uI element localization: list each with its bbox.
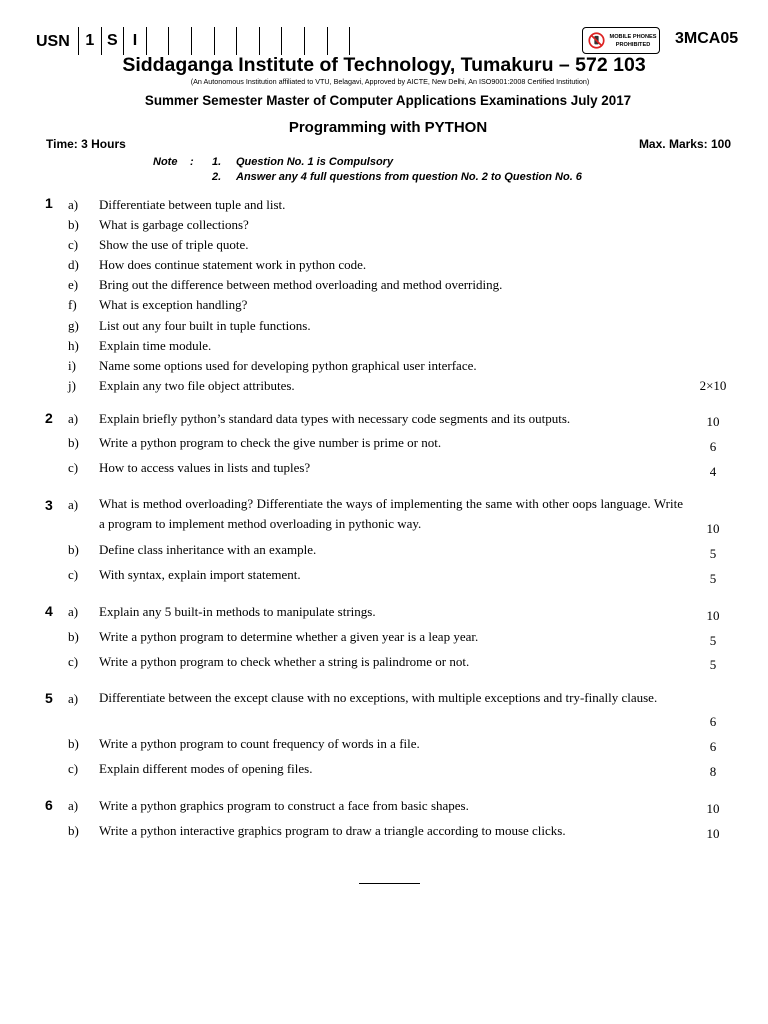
usn-cell	[328, 27, 351, 55]
part-marks: 10	[706, 414, 720, 429]
part-marks: 6	[709, 739, 717, 754]
subject-title: Programming with PYTHON	[288, 119, 488, 136]
part-text: Show the use of triple quote.	[99, 237, 249, 252]
part-marks: 10	[706, 521, 720, 536]
note-item-text: Question No. 1 is Compulsory	[236, 156, 394, 168]
part-marks: 5	[709, 633, 717, 648]
usn-cell	[192, 27, 215, 55]
part-label: a)	[68, 691, 79, 706]
part-text: How does continue statement work in python code.	[99, 257, 367, 272]
part-marks: 5	[709, 571, 717, 586]
usn-cell	[215, 27, 238, 55]
usn-cell	[260, 27, 283, 55]
part-marks: 8	[709, 764, 717, 779]
part-text: Write a python graphics program to construct a face from basic shapes.	[99, 798, 469, 813]
part-text: Write a python program to check whether a string is palindrome or not.	[99, 654, 470, 669]
part-text: Differentiate between the except clause with no exceptions, with multiple exceptions and try-finally clause.	[99, 690, 658, 705]
end-of-paper-line	[359, 883, 420, 884]
question-number: 4	[45, 603, 53, 619]
part-label: c)	[68, 567, 79, 582]
part-text: Write a python program to check the give number is prime or not.	[99, 435, 442, 450]
part-label: h)	[68, 338, 79, 353]
part-label: b)	[68, 736, 79, 751]
part-label: d)	[68, 257, 79, 272]
institution-name: Siddaganga Institute of Technology, Tumakuru – 572 103	[122, 54, 646, 76]
question-number: 6	[45, 797, 53, 813]
part-label: c)	[68, 237, 79, 252]
phones-notice-line2: PROHIBITED	[615, 42, 651, 48]
part-label: b)	[68, 629, 79, 644]
phones-notice-line1: MOBILE PHONES	[609, 34, 657, 40]
part-marks: 4	[709, 464, 717, 479]
part-label: g)	[68, 318, 79, 333]
part-text: How to access values in lists and tuples?	[99, 460, 311, 475]
usn-label: USN	[36, 33, 70, 50]
part-marks: 6	[709, 439, 717, 454]
usn-cell: I	[124, 27, 147, 55]
part-label: b)	[68, 542, 79, 557]
question-number: 1	[45, 195, 53, 211]
part-label: i)	[68, 358, 76, 373]
part-label: c)	[68, 460, 79, 475]
part-marks: 6	[709, 714, 717, 729]
note-item-number: 1.	[212, 156, 222, 168]
part-label: c)	[68, 761, 79, 776]
note-label: Note	[153, 156, 178, 168]
part-text: What is garbage collections?	[99, 217, 249, 232]
part-text: What is exception handling?	[99, 297, 248, 312]
exam-title: Summer Semester Master of Computer Applications Examinations July 2017	[144, 93, 632, 108]
part-text: Write a python program to count frequency of words in a file.	[99, 736, 420, 751]
part-marks: 10	[706, 801, 720, 816]
part-label: j)	[68, 378, 76, 393]
usn-cell: S	[102, 27, 125, 55]
part-text: Write a python interactive graphics program to draw a triangle according to mouse clicks.	[99, 823, 566, 838]
note-item-number: 2.	[212, 171, 222, 183]
max-marks: Max. Marks: 100	[638, 137, 731, 151]
part-text: Name some options used for developing python graphical user interface.	[99, 358, 477, 373]
phones-notice-text	[608, 33, 658, 49]
usn-cell	[169, 27, 192, 55]
question-number: 5	[45, 690, 53, 706]
part-label: c)	[68, 654, 79, 669]
question-number: 2	[45, 410, 53, 426]
part-marks: 2×10	[699, 378, 727, 393]
usn-cell: 1	[79, 27, 102, 55]
question-number: 3	[45, 497, 53, 513]
part-text: Explain time module.	[99, 338, 212, 353]
part-text: Explain any two file object attributes.	[99, 378, 295, 393]
part-label: a)	[68, 197, 79, 212]
part-text: Write a python program to determine whether a given year is a leap year.	[99, 629, 479, 644]
part-text: Explain any 5 built-in methods to manipulate strings.	[99, 604, 376, 619]
part-label: b)	[68, 823, 79, 838]
part-marks: 5	[709, 546, 717, 561]
part-label: a)	[68, 798, 79, 813]
part-text: Define class inheritance with an example.	[99, 542, 317, 557]
usn-cell	[237, 27, 260, 55]
part-text: Explain different modes of opening files.	[99, 761, 313, 776]
part-marks: 10	[706, 608, 720, 623]
usn-cell	[147, 27, 170, 55]
part-text: Differentiate between tuple and list.	[99, 197, 286, 212]
part-label: a)	[68, 497, 79, 512]
paper-code: 3MCA05	[675, 30, 739, 47]
part-label: b)	[68, 435, 79, 450]
part-label: a)	[68, 604, 79, 619]
part-marks: 10	[706, 826, 720, 841]
part-text: List out any four built in tuple functions.	[99, 318, 311, 333]
usn-cell	[305, 27, 328, 55]
part-text: Explain briefly python’s standard data types with necessary code segments and its outputs.	[99, 411, 571, 426]
part-label: b)	[68, 217, 79, 232]
note-item-text: Answer any 4 full questions from question No. 2 to Question No. 6	[236, 171, 582, 183]
usn-cell	[282, 27, 305, 55]
part-text: What is method overloading? Differentiate the ways of implementing the same with other oops language. Write a program to implement method overloading in pythonic way.	[99, 496, 683, 531]
note-colon: :	[190, 156, 194, 168]
usn-box	[78, 27, 350, 55]
part-label: e)	[68, 277, 79, 292]
exam-duration: Time: 3 Hours	[46, 137, 126, 151]
part-label: f)	[68, 297, 77, 312]
part-text: With syntax, explain import statement.	[99, 567, 301, 582]
mobile-phones-prohibited-badge	[582, 27, 660, 54]
part-label: a)	[68, 411, 79, 426]
part-marks: 5	[709, 657, 717, 672]
no-phone-icon	[588, 32, 605, 49]
part-text: Bring out the difference between method overloading and method overriding.	[99, 277, 503, 292]
institution-subtitle: (An Autonomous Institution affiliated to VTU, Belagavi, Approved by AICTE, New Delhi, An ISO9001:2008 Certified Institution)	[190, 77, 590, 86]
